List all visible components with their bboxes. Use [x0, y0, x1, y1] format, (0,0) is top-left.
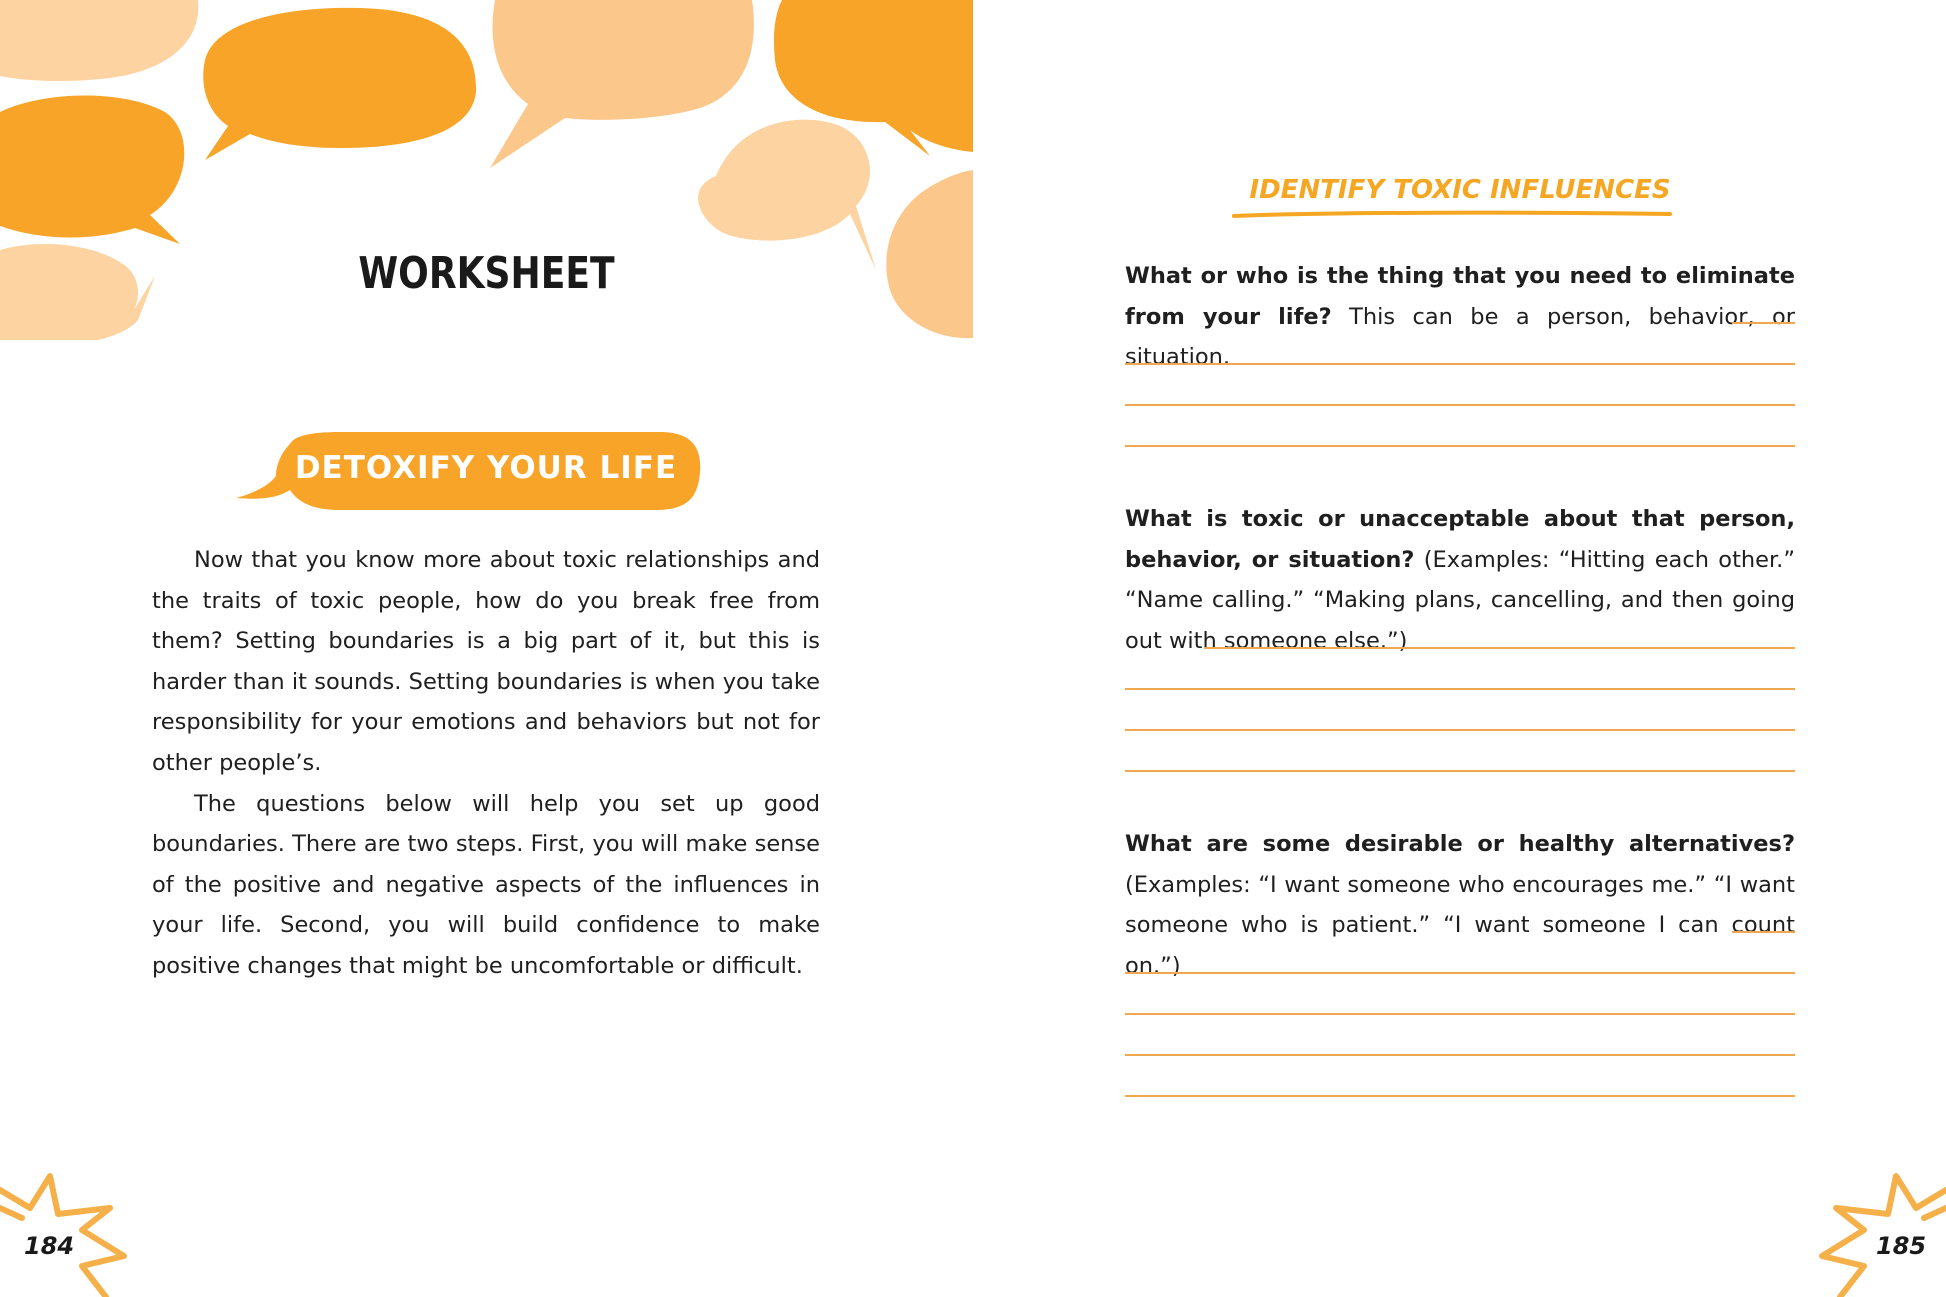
intro-text: [152, 540, 820, 987]
question-2: [1125, 499, 1795, 661]
section-title: IDENTIFY TOXIC INFLUENCES: [1249, 175, 1671, 205]
question-1-hint: This can be a person, behavior, or situation.: [1125, 303, 1796, 371]
paragraph: Now that you know more about toxic relationships and the traits of toxic people, how do you break free from them? Setting boundaries is a big part of it, but this is harder than it sounds. Setting boundaries is when you take responsibility for your emotions and behaviors but not for other people’s.: [152, 547, 820, 776]
question-1: [1125, 256, 1795, 378]
answer-line[interactable]: [1204, 647, 1795, 649]
answer-line[interactable]: [1125, 445, 1795, 447]
speech-bubble-icon: [886, 170, 973, 338]
answer-line[interactable]: [1732, 931, 1795, 933]
answer-line[interactable]: [1125, 363, 1795, 365]
question-1-prompt: What or who is the thing that you need to eliminate from your life?: [1125, 263, 1795, 330]
question-2-hint: (Examples: “Hitting each other.” “Name calling.” “Making plans, cancelling, and then going out with someone else.”): [1125, 546, 1795, 654]
question-2-prompt: What is toxic or unacceptable about that person, behavior, or situation?: [1125, 506, 1795, 573]
speech-bubble-icon: [0, 0, 198, 81]
answer-line[interactable]: [1125, 1013, 1795, 1015]
answer-line[interactable]: [1125, 770, 1795, 772]
section-title-underline: [1232, 208, 1672, 220]
speech-bubble-icon: [490, 0, 754, 168]
answer-line[interactable]: [1125, 404, 1795, 406]
question-3-hint: (Examples: “I want someone who encourages me.” “I want someone who is patient.” “I want someone I can count on.”): [1125, 871, 1795, 979]
page-number: 184: [24, 1232, 75, 1260]
paragraph: The questions below will help you set up good boundaries. There are two steps. First, you will make sense of the positive and negative aspects of the influences in your life. Second, you will build confidence to make positive changes that might be uncomfortable or difficult.: [152, 790, 820, 979]
question-3-prompt: What are some desirable or healthy alternatives?: [1125, 831, 1795, 857]
speech-bubble-icon: [203, 8, 476, 160]
page-number: 185: [1876, 1232, 1927, 1260]
answer-line[interactable]: [1732, 322, 1795, 324]
section-label: DETOXIFY YOUR LIFE: [294, 450, 678, 486]
question-3: [1125, 824, 1795, 986]
speech-bubble-icon: [0, 95, 184, 244]
answer-line[interactable]: [1125, 688, 1795, 690]
answer-line[interactable]: [1125, 729, 1795, 731]
answer-line[interactable]: [1125, 1095, 1795, 1097]
answer-line[interactable]: [1125, 1054, 1795, 1056]
page-title: WORKSHEET: [358, 248, 615, 299]
answer-line[interactable]: [1125, 972, 1795, 974]
